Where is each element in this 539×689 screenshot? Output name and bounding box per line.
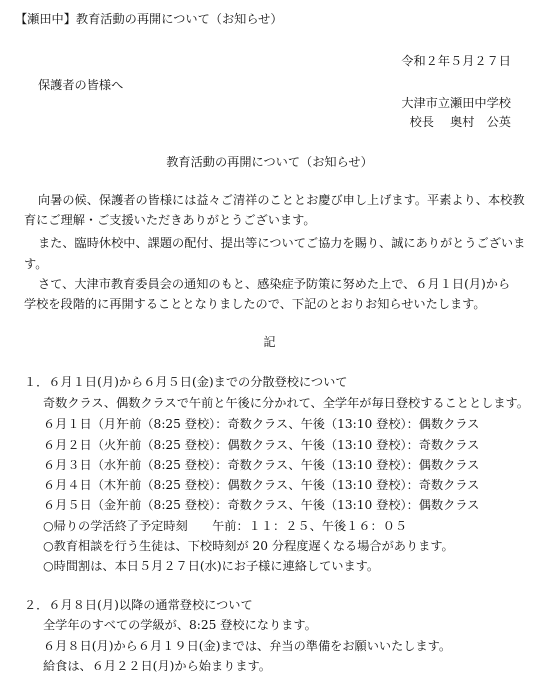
schedule-date: ６月２日（火） bbox=[43, 438, 129, 452]
sender-org: 大津市立瀬田中学校 bbox=[401, 96, 511, 110]
body-line: 学校を段階的に再開することとなりましたので、下記のとおりお知らせいたします。 bbox=[24, 297, 486, 311]
note-timetable: ○時間割は、本日５月２７日(水)にお子様に連絡しています。 bbox=[43, 559, 380, 573]
schedule-detail: 午前（8:25 登校）：偶数クラス、午後（13:10 登校）：奇数クラス bbox=[117, 438, 480, 452]
schedule-row bbox=[43, 479, 479, 491]
schedule-detail: 午前（8:25 登校）：奇数クラス、午後（13:10 登校）：偶数クラス bbox=[117, 498, 480, 512]
schedule-detail: 午前（8:25 登校）：奇数クラス、午後（13:10 登校）：偶数クラス bbox=[117, 458, 480, 472]
schedule-row bbox=[43, 439, 479, 451]
schedule-row bbox=[43, 499, 479, 511]
schedule-date: ６月５日（金） bbox=[43, 498, 129, 512]
section-1-intro: 奇数クラス、偶数クラスで午前と午後に分かれて、全学年が毎日登校することとします。 bbox=[43, 396, 529, 410]
section-2-line: 全学年のすべての学級が、8:25 登校になります。 bbox=[43, 618, 317, 632]
schedule-detail: 午前（8:25 登校）：偶数クラス、午後（13:10 登校）：奇数クラス bbox=[117, 478, 480, 492]
schedule-row bbox=[43, 418, 479, 430]
section-1-heading: １．６月１日(月)から６月５日(金)までの分散登校について bbox=[24, 375, 348, 389]
body-line: 向暑の候、保護者の皆様には益々ご清祥のこととお慶び申し上げます。平素より、本校教 bbox=[38, 193, 525, 207]
note-dismissal-time: ○帰りの学活終了予定時刻 午前：１１：２５、午後１６：０５ bbox=[43, 519, 408, 533]
schedule-date: ６月３日（水） bbox=[43, 458, 129, 472]
schedule-detail: 午前（8:25 登校）：奇数クラス、午後（13:10 登校）：偶数クラス bbox=[117, 417, 480, 431]
body-line: す。 bbox=[24, 257, 48, 271]
issue-date: 令和２年５月２７日 bbox=[401, 54, 511, 68]
body-line: 育にご理解・ご支援いただきありがとうございます。 bbox=[24, 213, 316, 227]
schedule-row bbox=[43, 459, 479, 471]
document-title: 教育活動の再開について（お知らせ） bbox=[166, 155, 373, 169]
body-line: また、臨時休校中、課題の配付、提出等についてご協力を賜り、誠にありがとうございま bbox=[38, 236, 526, 250]
header-title: 【瀬田中】教育活動の再開について（お知らせ） bbox=[15, 12, 283, 26]
sender-person: 校長 奥村 公英 bbox=[409, 115, 511, 129]
ki-mark: 記 bbox=[263, 335, 276, 349]
section-2-line: 給食は、６月２２日(月)から始まります。 bbox=[43, 659, 271, 673]
body-line: さて、大津市教育委員会の通知のもと、感染症予防策に努めた上で、６月１日(月)から bbox=[38, 277, 511, 291]
section-2-line: ６月８日(月)から６月１９日(金)までは、弁当の準備をお願いいたします。 bbox=[43, 639, 452, 653]
schedule-date: ６月１日（月） bbox=[43, 417, 129, 431]
schedule-date: ６月４日（木） bbox=[43, 478, 129, 492]
note-counseling: ○教育相談を行う生徒は、下校時刻が 20 分程度遅くなる場合があります。 bbox=[43, 539, 454, 553]
recipient: 保護者の皆様へ bbox=[38, 78, 124, 92]
section-2-heading: ２．６月８日(月)以降の通常登校について bbox=[24, 598, 253, 612]
